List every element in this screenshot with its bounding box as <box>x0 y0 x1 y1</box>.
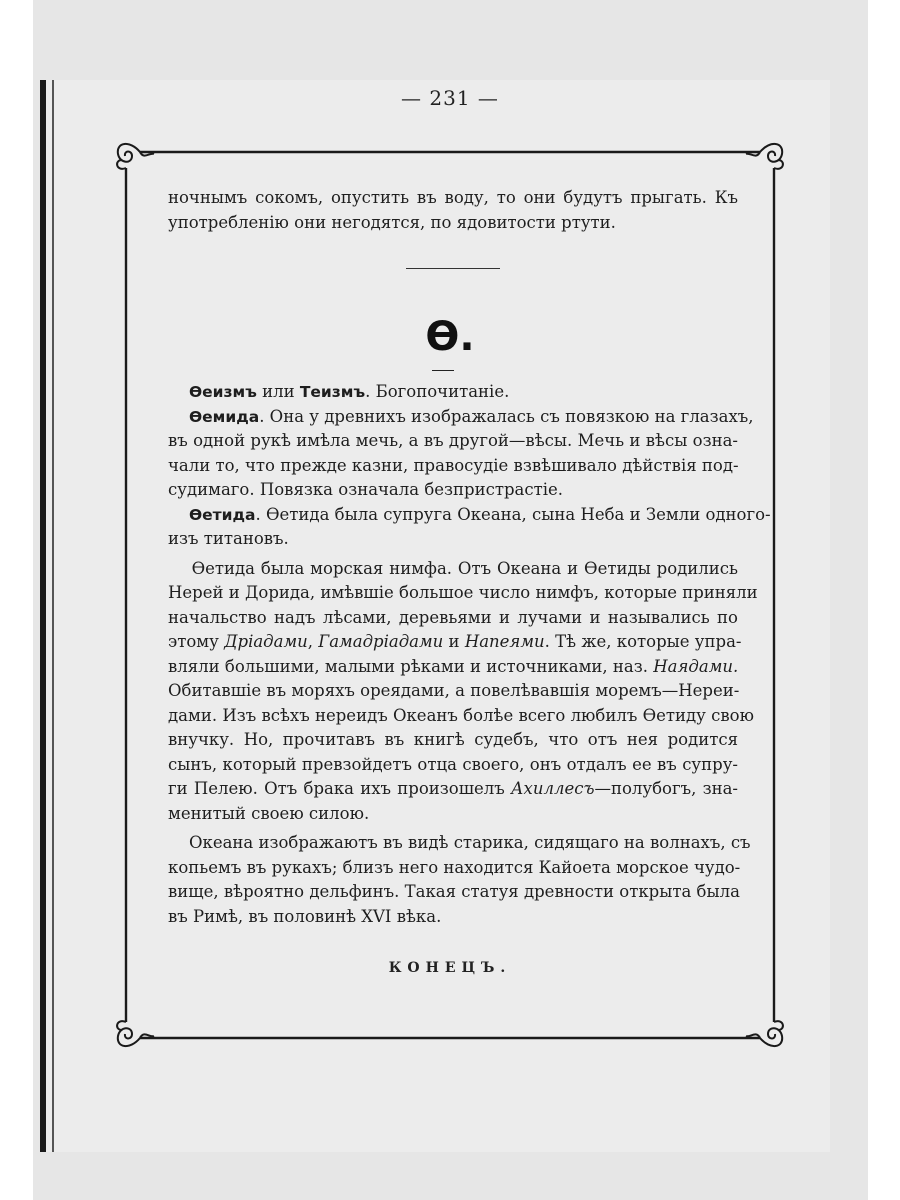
page-number: — 231 — <box>401 86 499 110</box>
entry-term: Ѳеизмъ <box>188 383 257 401</box>
text-line: вляли большими, малыми рѣками и источниками, наз. Наядами. <box>168 656 739 676</box>
text-line: внучку. Но, прочитавъ въ книгѣ судебъ, что отъ нея родится <box>168 730 738 749</box>
end-marker: КОНЕЦЪ. <box>388 960 512 976</box>
left-margin <box>0 0 33 1200</box>
text-line: вище, вѣроятно дельфинъ. Такая статуя древности открыта была <box>168 882 740 901</box>
text-line: сынъ, который превзойдетъ отца своего, онъ отдалъ ее въ супру- <box>168 754 738 774</box>
entry-thetis: Ѳетида. Ѳетида была супруга Океана, сына Неба и Земли одного- <box>188 504 771 524</box>
corner-ornament-bottom-right <box>746 1021 783 1046</box>
text-line: Обитавшіе въ моряхъ ореядами, а повелѣвавшія моремъ—Нереи- <box>168 681 740 700</box>
text-line: менитый своею силою. <box>168 803 370 823</box>
binding-edge <box>40 80 46 1152</box>
text-line: дами. Изъ всѣхъ нереидъ Океанъ болѣе всего любилъ Ѳетиду свою <box>168 705 754 725</box>
text-line: ги Пелею. Отъ брака ихъ произошелъ Ахиллесъ—полубогъ, зна- <box>168 779 738 798</box>
section-letter-heading: Ѳ. <box>425 314 475 360</box>
heading-underline <box>432 370 454 371</box>
corner-ornament-top-right <box>746 144 783 169</box>
text-line: Нерей и Дорида, имѣвшіе большое число нимфъ, которые приняли <box>168 583 758 602</box>
section-divider <box>406 268 500 269</box>
continued-paragraph <box>168 186 738 235</box>
text-line: употребленію они негодятся, по ядовитости ртути. <box>168 212 616 232</box>
text-line: въ одной рукѣ имѣла мечь, а въ другой—вѣсы. Мечь и вѣсы озна- <box>168 431 738 450</box>
text-line: Океана изображаютъ въ видѣ старика, сидящаго на волнахъ, съ <box>188 833 751 852</box>
text-line: судимаго. Повязка означала безпристрастіе. <box>168 480 564 499</box>
entry-theism: Ѳеизмъ или Теизмъ. Богопочитаніе. <box>188 382 510 401</box>
text-line: начальство надъ лѣсами, деревьями и лучами и назывались по <box>168 607 738 627</box>
text-line: чали то, что прежде казни, правосудіе взвѣшивало дѣйствія под- <box>168 455 739 475</box>
dictionary-entries <box>168 380 771 929</box>
corner-ornament-bottom-left <box>117 1021 154 1046</box>
text-line: изъ титановъ. <box>168 529 289 548</box>
entry-term: Ѳетида <box>188 505 256 524</box>
text-line: въ Римѣ, въ половинѣ XVI вѣка. <box>168 906 442 926</box>
entry-term: Ѳемида <box>188 407 260 426</box>
text-line: ночнымъ сокомъ, опустить въ воду, то они будутъ прыгать. Къ <box>168 188 738 207</box>
entry-themis: Ѳемида. Она у древнихъ изображалась съ повязкою на глазахъ, <box>188 406 754 426</box>
corner-ornament-top-left <box>117 144 154 169</box>
text-line: копьемъ въ рукахъ; близъ него находится Кайоета морское чудо- <box>168 857 741 877</box>
binding-edge-inner <box>52 80 54 1152</box>
entry-term: Теизмъ <box>299 383 366 401</box>
right-margin <box>868 0 900 1200</box>
text-line: Ѳетида была морская нимфа. Отъ Океана и Ѳетиды родились <box>191 558 738 578</box>
text-line: этому Дріадами, Гамадріадами и Напеями. Тѣ же, которые упра- <box>168 632 742 651</box>
